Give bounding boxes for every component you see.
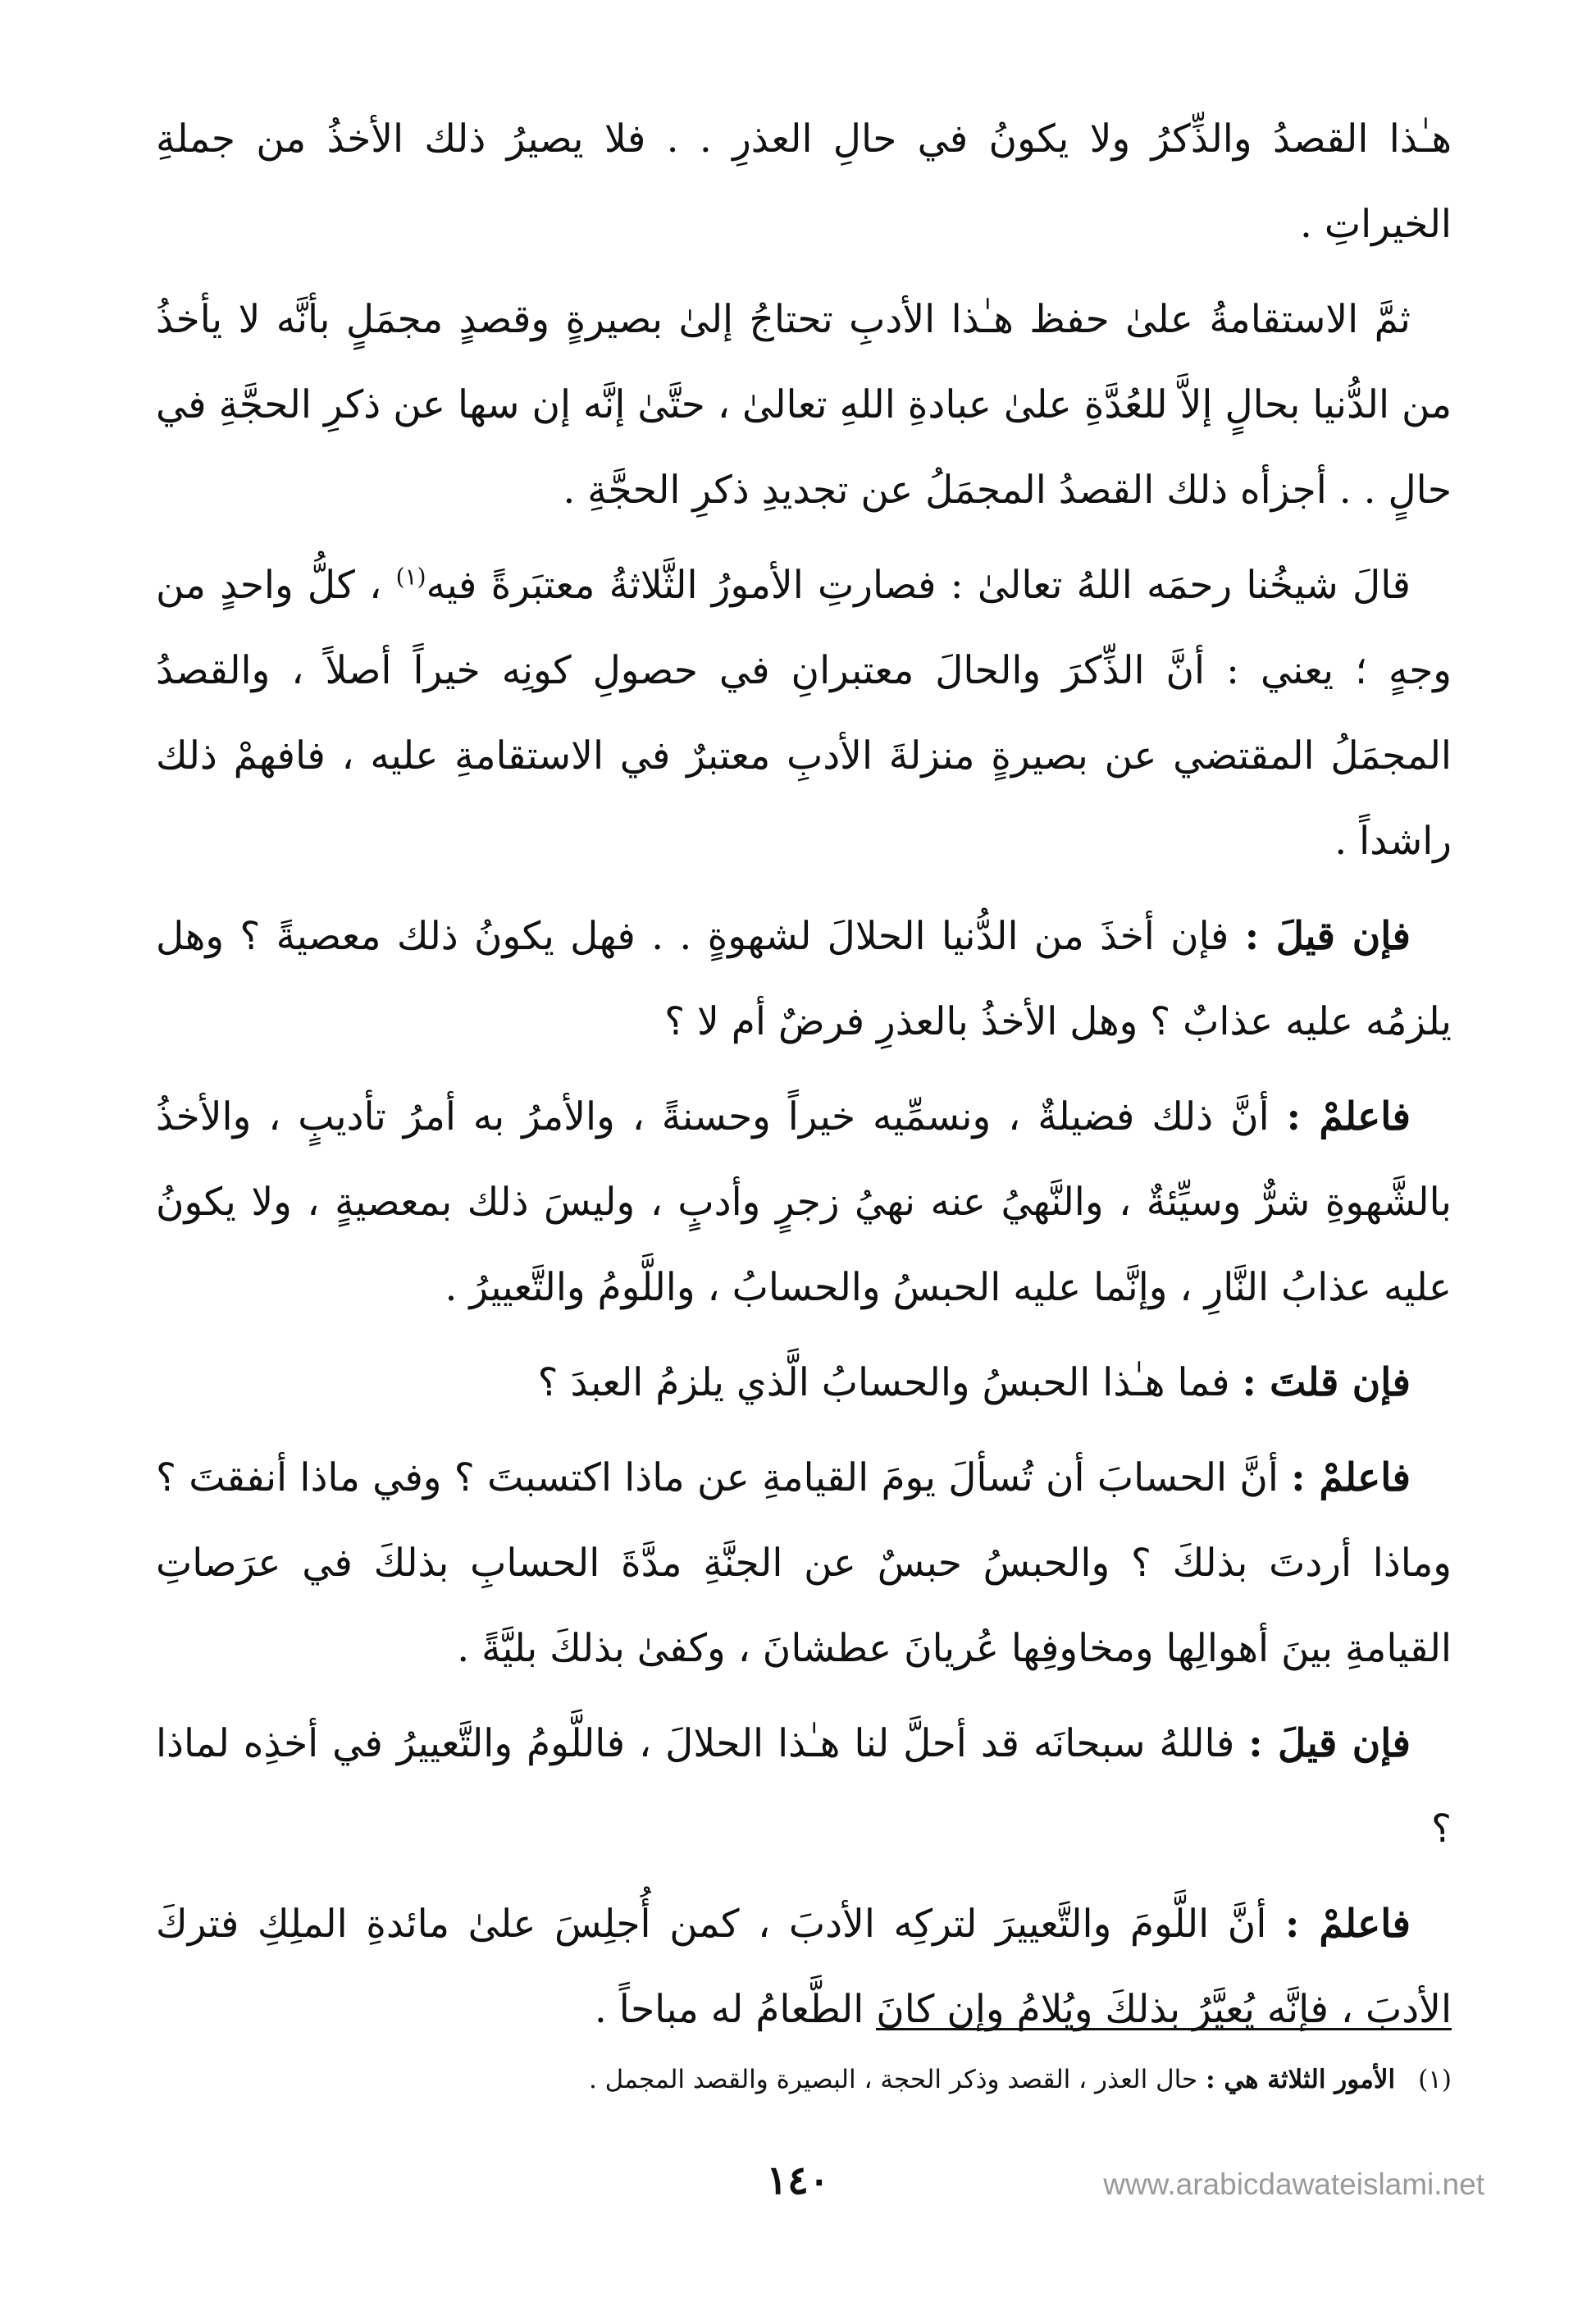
- paragraph-3: [156, 543, 1452, 884]
- paragraph-5: [156, 1075, 1452, 1331]
- paragraph-7-text: أنَّ الحسابَ أن تُسألَ يومَ القيامةِ عن ماذا اكتسبتَ ؟ وفي ماذا أنفقتَ ؟ وماذا أردتَ بذلكَ ؟ والحبسُ حبسٌ عن الجنَّةِ مدَّةَ الحسابِ بذلكَ في عرَصاتِ القيامةِ بينَ أهوالِها ومخاوفِها عُريانَ عطشانَ ، وكفىٰ بذلكَ بليَّةً .: [156, 1455, 1452, 1671]
- paragraph-9-lead: فاعلمْ :: [1284, 1902, 1411, 1947]
- paragraph-5-text: أنَّ ذلك فضيلةٌ ، ونسمِّيه خيراً وحسنةً ، والأمرُ به أمرُ تأديبٍ ، والأخذُ بالشَّهوةِ شرٌّ وسيِّئةٌ ، والنَّهيُ عنه نهيُ زجرٍ وأدبٍ ، وليسَ ذلك بمعصيةٍ ، ولا يكونُ عليه عذابُ النَّارِ ، وإنَّما عليه الحبسُ والحسابُ ، واللَّومُ والتَّعييرُ .: [156, 1094, 1452, 1310]
- paragraph-8-text: فاللهُ سبحانَه قد أحلَّ لنا هـٰذا الحلالَ ، فاللَّومُ والتَّعييرُ في أخذِه لماذا ؟: [156, 1721, 1452, 1852]
- paragraph-6-text: فما هـٰذا الحبسُ والحسابُ الَّذي يلزمُ العبدَ ؟: [537, 1360, 1243, 1405]
- watermark-url: www.arabicdawateislami.net: [1103, 2167, 1484, 2201]
- footnote-text: حال العذر ، القصد وذكر الحجة ، البصيرة والقصد المجمل .: [588, 2065, 1206, 2094]
- paragraph-3-text-after: ، كلُّ واحدٍ من وجهٍ ؛ يعني : أنَّ الذِّكرَ والحالَ معتبرانِ في حصولِ كونِه خيراً أصلاً ، والقصدُ المجمَلُ المقتضي عن بصيرةٍ منزلةَ الأدبِ معتبرٌ في الاستقامةِ عليه ، فافهمْ ذلك راشداً .: [156, 563, 1452, 864]
- paragraph-6: [156, 1340, 1452, 1426]
- paragraph-3-text-before: قالَ شيخُنا رحمَه اللهُ تعالىٰ : فصارتِ الأمورُ الثَّلاثةُ معتبَرةً فيه: [426, 563, 1411, 608]
- paragraph-5-lead: فاعلمْ :: [1286, 1094, 1411, 1139]
- paragraph-4-text: فإن أخذَ من الدُّنيا الحلالَ لشهوةٍ . . فهل يكونُ ذلك معصيةً ؟ وهل يلزمُه عليه عذابٌ ؟ وهل الأخذُ بالعذرِ فرضٌ أم لا ؟: [156, 914, 1452, 1044]
- page-number: ١٤٠: [766, 2158, 830, 2203]
- paragraph-2: [156, 277, 1452, 533]
- paragraph-2-text: ثمَّ الاستقامةُ علىٰ حفظ هـٰذا الأدبِ تحتاجُ إلىٰ بصيرةٍ وقصدٍ مجمَلٍ بأنَّه لا يأخذُ من الدُّنيا بحالٍ إلاَّ للعُدَّةِ علىٰ عبادةِ اللهِ تعالىٰ ، حتَّىٰ إنَّه إن سها عن ذكرِ الحجَّةِ في حالٍ . . أجزأه ذلك القصدُ المجمَلُ عن تجديدِ ذكرِ الحجَّةِ .: [156, 297, 1452, 513]
- paragraph-8: [156, 1701, 1452, 1872]
- footnote: [156, 2059, 1452, 2100]
- paragraph-4: [156, 894, 1452, 1065]
- paragraph-1-text: هـٰذا القصدُ والذِّكرُ ولا يكونُ في حالِ العذرِ . . فلا يصيرُ ذلك الأخذُ من جملةِ الخيراتِ .: [156, 116, 1452, 247]
- page-body: [156, 97, 1452, 2062]
- paragraph-9: [156, 1882, 1452, 2053]
- footnote-marker: (١): [395, 563, 426, 591]
- paragraph-4-lead: فإن قيلَ :: [1244, 914, 1411, 959]
- paragraph-1: [156, 97, 1452, 267]
- paragraph-7: [156, 1436, 1452, 1692]
- footnote-term: الأمور الثلاثة هي :: [1206, 2065, 1396, 2094]
- footnote-divider: [876, 2028, 1452, 2030]
- footnote-number: (١): [1418, 2065, 1452, 2094]
- paragraph-6-lead: فإن قلتَ :: [1242, 1360, 1411, 1405]
- paragraph-7-lead: فاعلمْ :: [1291, 1455, 1411, 1500]
- paragraph-9-text: أنَّ اللَّومَ والتَّعييرَ لتركِه الأدبَ ، كمن أُجلِسَ علىٰ مائدةِ الملِكِ فتركَ الأدبَ ، فإنَّه يُعيَّرُ بذلكَ ويُلامُ وإن كانَ الطَّعامُ له مباحاً .: [156, 1902, 1452, 2032]
- paragraph-8-lead: فإن قيلَ :: [1248, 1721, 1411, 1766]
